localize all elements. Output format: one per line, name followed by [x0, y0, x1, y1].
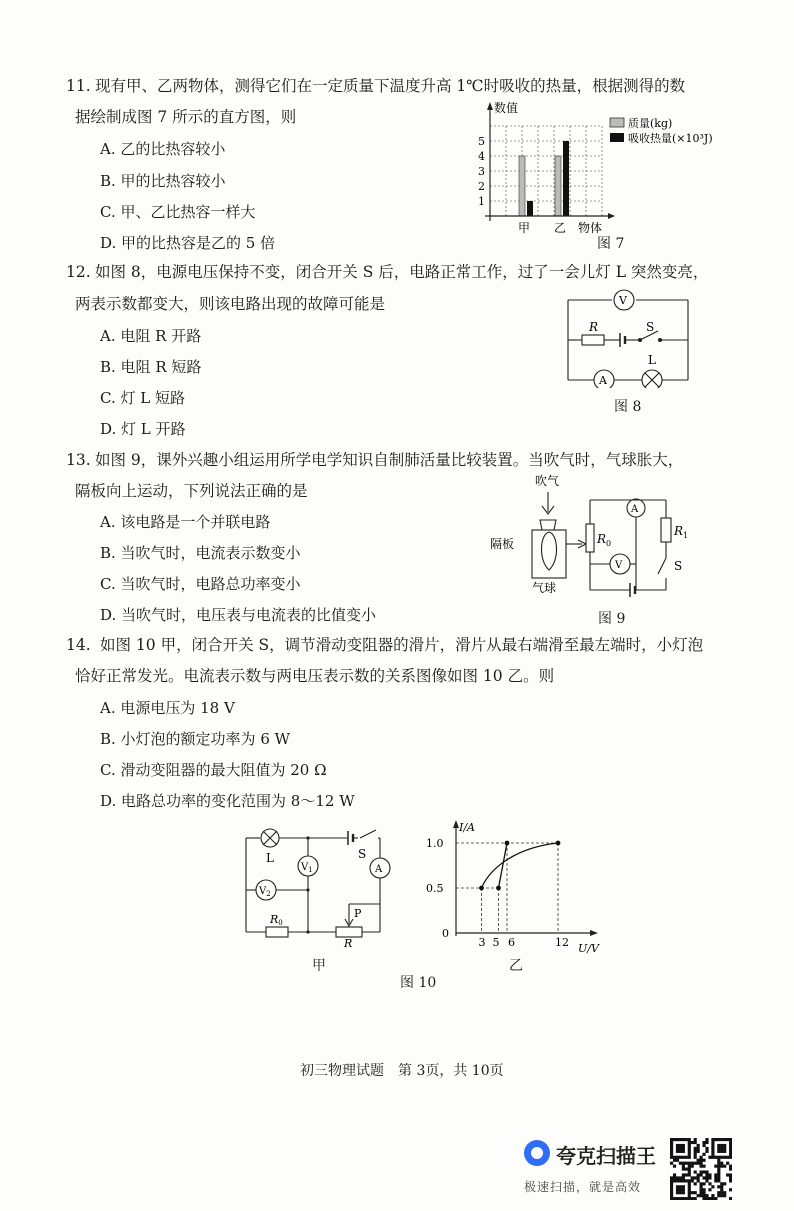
scanner-brand-name: 夸克扫描王 [556, 1144, 656, 1168]
fig9-blow-label: 吹气 [535, 474, 560, 488]
fig7-y-tick: 1 [478, 195, 485, 208]
fig10-caption: 图 10 [400, 975, 437, 991]
fig10-right-caption: 乙 [509, 958, 523, 974]
fig10-x-tick: 6 [508, 936, 515, 949]
page-footer: 初三物理试题 第 3页，共 10页 [300, 1063, 504, 1079]
fig8-voltmeter-label: V [619, 294, 627, 307]
scanner-logo-icon [524, 1140, 550, 1166]
q12-stem-line1: 如图 8，电源电压保持不变，闭合开关 S 后，电路正常工作，过了一会儿灯 L 突然变亮， [95, 263, 709, 281]
fig10-v2-label: $V_2$ [259, 886, 271, 898]
qr-code-icon [670, 1138, 732, 1200]
fig10-iu-graph [418, 818, 608, 958]
fig10-r-label: R [344, 937, 353, 950]
fig9-apparatus [470, 470, 710, 610]
fig9-plate-label: 隔板 [490, 537, 515, 551]
q11-option-b: B. 甲的比热容较小 [100, 172, 226, 190]
q11-number: 11. [66, 77, 91, 95]
fig7-legend-heat-swatch [610, 133, 624, 142]
fig7-cat-b: 乙 [554, 221, 567, 235]
fig9-r1-label: $R_1$ [674, 524, 689, 540]
fig8-ammeter-label: A [599, 374, 607, 387]
q11-option-d: D. 甲的比热容是乙的 5 倍 [100, 234, 276, 252]
q14-number: 14. [66, 636, 91, 654]
fig10-x-tick: 3 [478, 936, 486, 949]
q12-option-d: D. 灯 L 开路 [100, 420, 186, 438]
scanner-watermark [524, 1138, 734, 1200]
fig7-bar [527, 201, 533, 216]
fig9-balloon-label: 气球 [532, 581, 557, 595]
fig7-cat-a: 甲 [518, 221, 531, 235]
fig10-yaxis-label: I/A [459, 821, 475, 834]
fig7-bar [555, 156, 561, 216]
fig7-xlabel: 物体 [578, 221, 603, 235]
fig7-x-arrow [608, 213, 615, 219]
q12-option-c: C. 灯 L 短路 [100, 389, 185, 407]
fig7-grid [490, 126, 602, 216]
fig8-circuit [560, 288, 700, 388]
fig10-v1-label: $V_1$ [301, 862, 313, 874]
fig10-data-point [479, 886, 484, 891]
fig7-bars [519, 141, 569, 216]
fig8-caption: 图 8 [614, 399, 642, 415]
fig8-lamp-label: L [648, 353, 656, 367]
q14-option-c: C. 滑动变阻器的最大阻值为 20 Ω [100, 761, 327, 779]
fig7-y-tick: 4 [478, 150, 485, 163]
q12-option-a: A. 电阻 R 开路 [100, 327, 202, 345]
q13-option-c: C. 当吹气时，电路总功率变小 [100, 575, 301, 593]
fig10-r0-label: R0 [270, 913, 283, 927]
fig10-p-label: P [354, 907, 362, 920]
fig10-y-tick: 1.0 [426, 837, 444, 850]
q14-option-a: A. 电源电压为 18 V [100, 699, 235, 717]
q12-stem-line2: 两表示数都变大，则该电路出现的故障可能是 [75, 295, 386, 313]
fig10-x-arrow [590, 930, 598, 936]
fig10-switch-label: S [358, 847, 367, 861]
q13-stem-line1: 如图 9，课外兴趣小组运用所学电学知识自制肺活量比较装置。当吹气时，气球胀大， [95, 451, 684, 469]
q14-stem-line1: 如图 10 甲，闭合开关 S，调节滑动变阻器的滑片，滑片从最右端滑至最左端时，小灯泡 [100, 636, 704, 654]
fig9-switch-label: S [674, 559, 683, 573]
fig10-curves [479, 841, 560, 891]
q11-stem-line1: 现有甲、乙两物体，测得它们在一定质量下温度升高 1℃时吸收的热量，根据测得的数 [95, 77, 686, 95]
fig9-r0-label: $R_0$ [597, 532, 612, 548]
fig10-lamp-label: L [266, 851, 274, 865]
fig10-x-tick: 5 [492, 936, 500, 949]
fig7-legend-mass: 质量(kg) [628, 117, 673, 130]
fig10-origin: 0 [442, 927, 449, 940]
fig8-resistor-label: R [589, 320, 599, 334]
fig7-y-tick: 5 [478, 135, 485, 148]
fig10-data-point [496, 886, 501, 891]
fig7-legend-mass-swatch [610, 118, 624, 127]
fig7-bar [519, 156, 525, 216]
q13-option-b: B. 当吹气时，电流表示数变小 [100, 544, 301, 562]
q14-stem-line2: 恰好正常发光。电流表示数与两电压表示数的关系图像如图 10 乙。则 [75, 667, 555, 685]
q12-number: 12. [66, 263, 91, 281]
q13-option-d: D. 当吹气时，电压表与电流表的比值变小 [100, 606, 377, 624]
q14-option-b: B. 小灯泡的额定功率为 6 W [100, 730, 291, 748]
fig8-switch-label: S [646, 320, 655, 334]
q13-option-a: A. 该电路是一个并联电路 [100, 513, 271, 531]
q11-stem-line2: 据绘制成图 7 所示的直方图，则 [75, 108, 297, 126]
fig7-bar-chart [470, 98, 740, 248]
fig7-y-arrow [487, 102, 493, 110]
fig10-circuit [238, 820, 398, 950]
q13-number: 13. [66, 451, 91, 469]
q11-option-c: C. 甲、乙比热容一样大 [100, 203, 256, 221]
fig10-guides [456, 843, 558, 933]
fig7-y-ticks [478, 135, 485, 208]
fig10-data-point [556, 841, 561, 846]
fig10-ammeter-label: A [375, 864, 383, 875]
fig9-caption: 图 9 [598, 611, 626, 627]
q11-option-a: A. 乙的比热容较小 [100, 140, 226, 158]
fig7-legend-heat: 吸收热量(×10³J) [628, 132, 713, 145]
fig7-y-tick: 3 [478, 165, 485, 178]
fig10-data-point [505, 841, 510, 846]
fig7-y-tick: 2 [478, 180, 485, 193]
fig7-ylabel: 数值 [494, 101, 519, 115]
fig7-bar [563, 141, 569, 216]
q14-option-d: D. 电路总功率的变化范围为 8～12 W [100, 792, 355, 810]
fig7-caption: 图 7 [597, 236, 625, 252]
fig9-ammeter-label: A [631, 504, 639, 515]
scanner-slogan: 极速扫描，就是高效 [524, 1180, 642, 1194]
fig10-curve-total [482, 843, 559, 888]
fig10-x-tick: 12 [555, 936, 569, 949]
fig10-y-tick: 0.5 [426, 882, 444, 895]
fig10-xaxis-label: U/V [578, 942, 599, 955]
q13-stem-line2: 隔板向上运动，下列说法正确的是 [75, 482, 308, 500]
q12-option-b: B. 电阻 R 短路 [100, 358, 202, 376]
fig10-left-caption: 甲 [312, 958, 326, 974]
fig9-voltmeter-label: V [615, 560, 623, 571]
